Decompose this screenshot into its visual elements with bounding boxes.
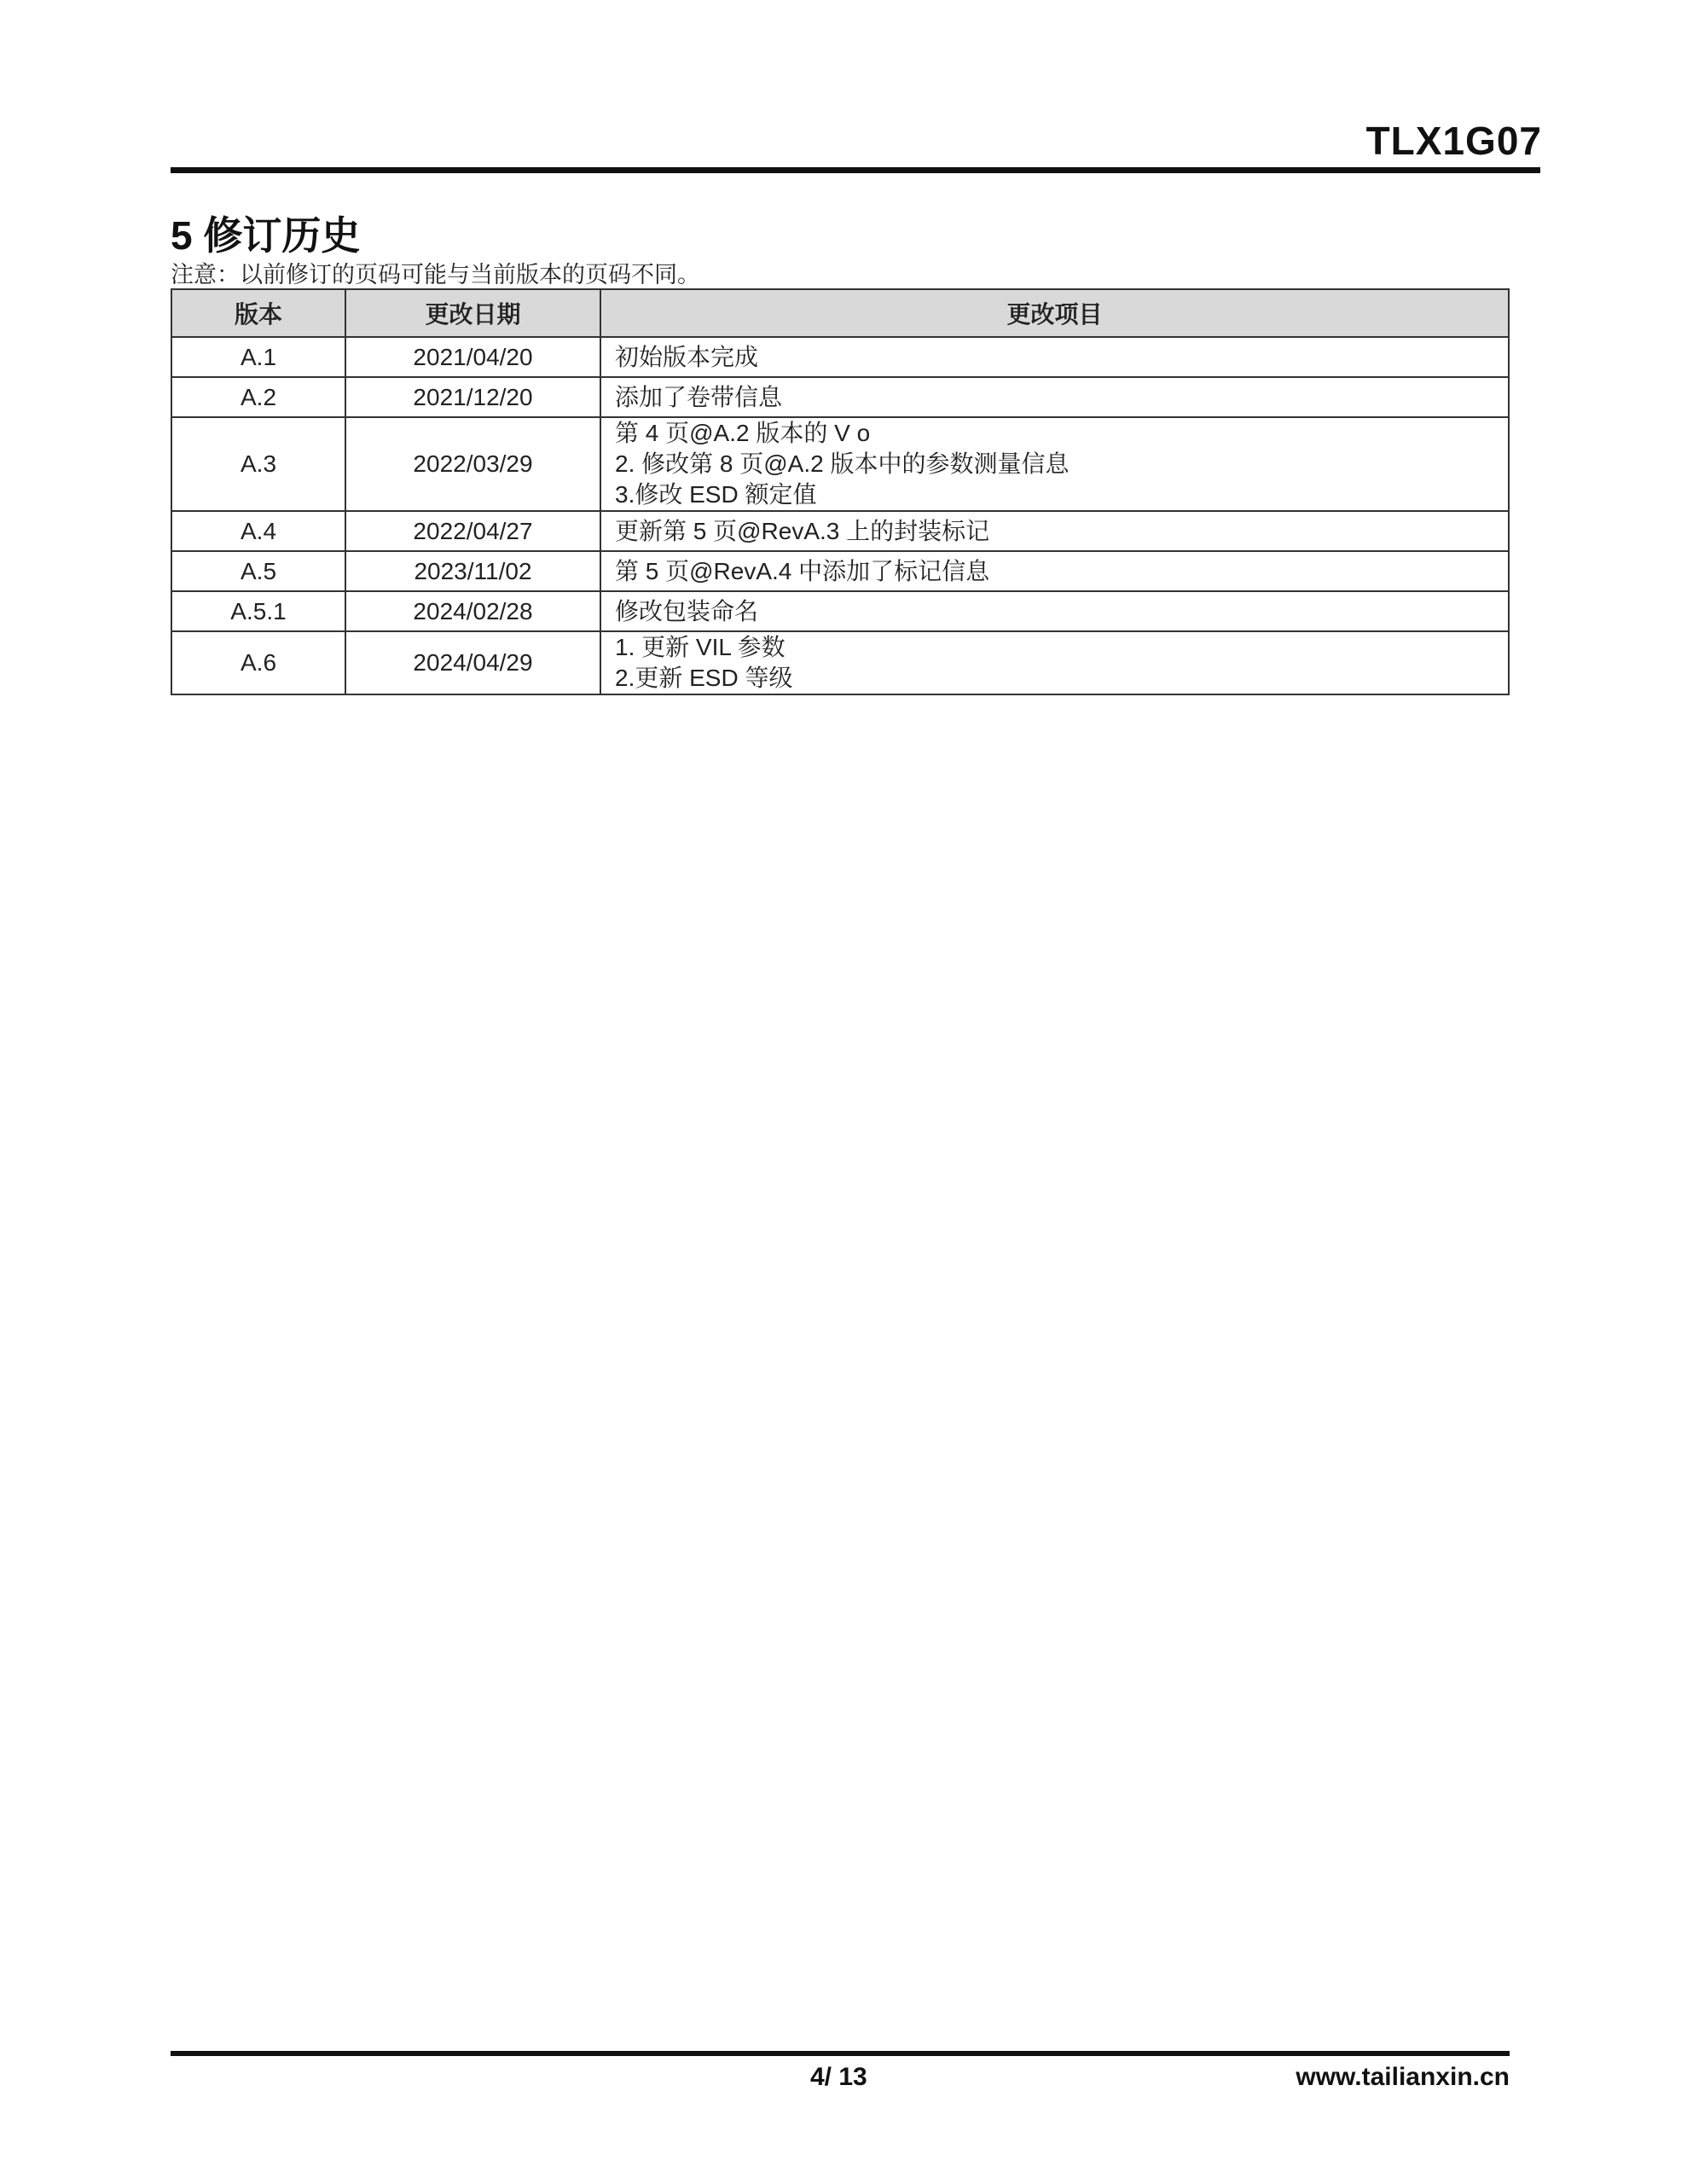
cell-changes <box>600 551 1509 591</box>
cell-date: 2024/02/28 <box>345 591 600 631</box>
section-note: 注意：以前修订的页码可能与当前版本的页码不同。 <box>171 262 700 288</box>
cell-changes <box>600 377 1509 417</box>
revision-history-table <box>171 288 1510 695</box>
table-row <box>171 551 1509 591</box>
cell-version: A.1 <box>171 337 345 377</box>
cell-date: 2024/04/29 <box>345 631 600 694</box>
cell-date: 2022/04/27 <box>345 511 600 551</box>
cell-version: A.6 <box>171 631 345 694</box>
header-version: 版本 <box>171 289 345 337</box>
change-line: 3.修改 ESD 额定值 <box>615 481 817 508</box>
cell-date: 2021/12/20 <box>345 377 600 417</box>
change-line: 添加了卷带信息 <box>615 383 783 410</box>
change-line: 1. 更新 VIL 参数 <box>615 634 786 660</box>
cell-changes <box>600 417 1509 511</box>
table-row <box>171 377 1509 417</box>
table-row <box>171 511 1509 551</box>
page-number: 4/ 13 <box>810 2063 867 2091</box>
document-part-number: TLX1G07 <box>1365 119 1542 163</box>
header-rule <box>171 167 1540 173</box>
footer-rule <box>171 2051 1510 2056</box>
cell-version: A.5.1 <box>171 591 345 631</box>
change-line: 2.更新 ESD 等级 <box>615 665 793 691</box>
cell-changes <box>600 511 1509 551</box>
cell-version: A.5 <box>171 551 345 591</box>
cell-changes <box>600 337 1509 377</box>
change-line: 第 5 页@RevA.4 中添加了标记信息 <box>615 557 990 584</box>
cell-version: A.2 <box>171 377 345 417</box>
change-line: 初始版本完成 <box>615 343 759 370</box>
cell-changes <box>600 631 1509 694</box>
cell-date: 2021/04/20 <box>345 337 600 377</box>
cell-version: A.3 <box>171 417 345 511</box>
table-header-row <box>171 289 1509 337</box>
change-line: 修改包装命名 <box>615 597 759 624</box>
table-row <box>171 591 1509 631</box>
header-changes: 更改项目 <box>600 289 1509 337</box>
table-row <box>171 417 1509 511</box>
change-line: 2. 修改第 8 页@A.2 版本中的参数测量信息 <box>615 450 1070 477</box>
change-line: 第 4 页@A.2 版本的 V o <box>615 420 871 446</box>
cell-date: 2022/03/29 <box>345 417 600 511</box>
table-row <box>171 337 1509 377</box>
change-line: 更新第 5 页@RevA.3 上的封装标记 <box>615 517 990 544</box>
cell-version: A.4 <box>171 511 345 551</box>
cell-changes <box>600 591 1509 631</box>
section-title: 5 修订历史 <box>171 213 361 258</box>
header-date: 更改日期 <box>345 289 600 337</box>
cell-date: 2023/11/02 <box>345 551 600 591</box>
table-row <box>171 631 1509 694</box>
website-link[interactable]: www.tailianxin.cn <box>1296 2063 1510 2091</box>
